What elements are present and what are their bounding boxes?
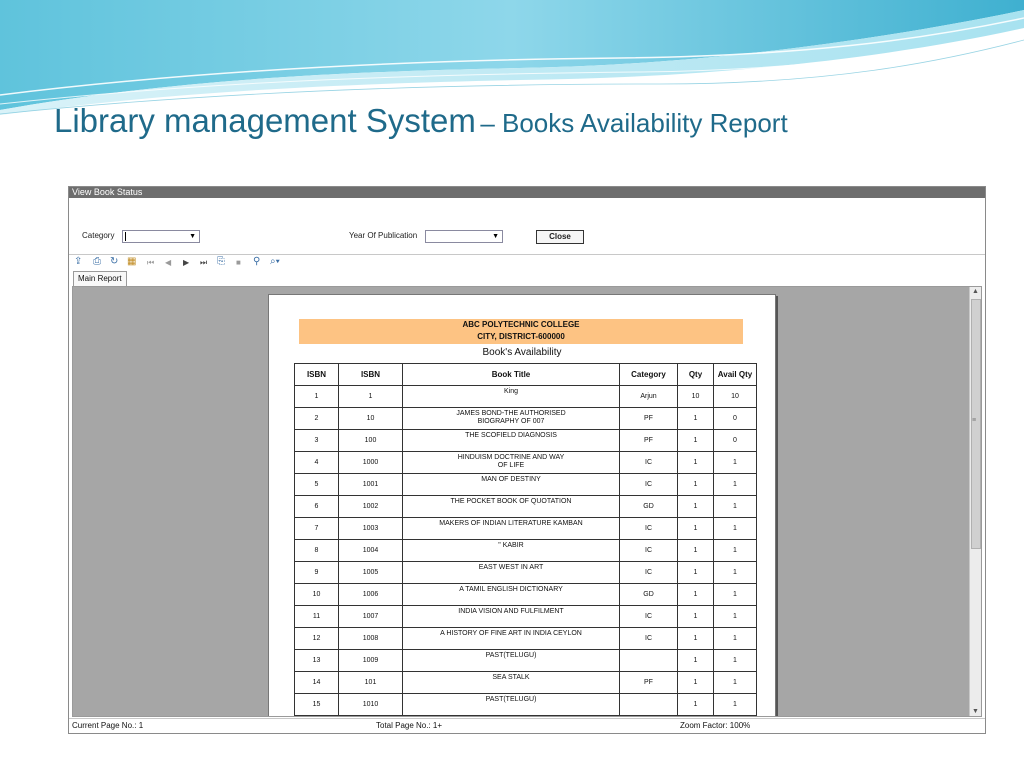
avail-qty-cell: 0 bbox=[714, 430, 757, 452]
isbn-cell bbox=[339, 716, 403, 718]
avail-qty-cell bbox=[714, 716, 757, 718]
report-page bbox=[268, 294, 776, 717]
find-icon[interactable]: ⚲ bbox=[253, 256, 261, 267]
book-title-cell bbox=[403, 584, 620, 606]
avail-qty-cell: 1 bbox=[714, 628, 757, 650]
table-row bbox=[295, 584, 757, 606]
chevron-down-icon: ▼ bbox=[492, 233, 499, 240]
book-title-line: MAKERS OF INDIAN LITERATURE KAMBAN bbox=[439, 520, 583, 527]
row-number-cell: 8 bbox=[295, 540, 339, 562]
category-cell: IC bbox=[620, 628, 678, 650]
book-title-line: A TAMIL ENGLISH DICTIONARY bbox=[459, 586, 563, 593]
table-row bbox=[295, 650, 757, 672]
vertical-scrollbar[interactable] bbox=[969, 287, 981, 716]
export-icon[interactable]: ⇪ bbox=[74, 256, 83, 267]
report-toolbar bbox=[69, 255, 985, 269]
qty-cell: 1 bbox=[678, 452, 714, 474]
table-row bbox=[295, 496, 757, 518]
qty-cell: 1 bbox=[678, 562, 714, 584]
table-row bbox=[295, 408, 757, 430]
slide-title-main: Library management System bbox=[54, 102, 476, 139]
previous-page-icon[interactable]: ◀ bbox=[165, 258, 172, 267]
report-header-band bbox=[299, 319, 743, 344]
book-title-line: OF LIFE bbox=[497, 462, 525, 469]
row-number-cell: 12 bbox=[295, 628, 339, 650]
book-title-cell bbox=[403, 694, 620, 716]
row-number-cell: 4 bbox=[295, 452, 339, 474]
book-title-cell bbox=[403, 606, 620, 628]
row-number-cell: 11 bbox=[295, 606, 339, 628]
book-title-line: JAMES BOND-THE AUTHORISED bbox=[456, 410, 566, 417]
row-number-cell: 6 bbox=[295, 496, 339, 518]
book-title-line: A HISTORY OF FINE ART IN INDIA CEYLON bbox=[440, 630, 582, 637]
book-title-cell bbox=[403, 540, 620, 562]
isbn-cell: 1004 bbox=[339, 540, 403, 562]
book-title-cell bbox=[403, 452, 620, 474]
row-number-cell: 13 bbox=[295, 650, 339, 672]
table-row bbox=[295, 606, 757, 628]
row-number-cell: 9 bbox=[295, 562, 339, 584]
text-cursor bbox=[125, 232, 126, 241]
qty-cell: 1 bbox=[678, 408, 714, 430]
avail-qty-cell: 1 bbox=[714, 650, 757, 672]
row-number-cell: 5 bbox=[295, 474, 339, 496]
isbn-cell: 101 bbox=[339, 672, 403, 694]
category-label: Category bbox=[82, 231, 115, 240]
row-number-cell: 3 bbox=[295, 430, 339, 452]
qty-cell: 1 bbox=[678, 584, 714, 606]
row-number-cell: 10 bbox=[295, 584, 339, 606]
book-title-line: EAST WEST IN ART bbox=[478, 564, 544, 571]
report-subtitle: Book's Availability bbox=[482, 347, 562, 358]
college-address: CITY, DISTRICT-600000 bbox=[477, 332, 565, 341]
qty-cell: 1 bbox=[678, 496, 714, 518]
isbn-cell: 1006 bbox=[339, 584, 403, 606]
qty-cell: 10 bbox=[678, 386, 714, 408]
slide-title bbox=[54, 102, 788, 140]
group-tree-icon[interactable]: ▦ bbox=[127, 256, 137, 267]
qty-cell: 1 bbox=[678, 606, 714, 628]
book-title-cell bbox=[403, 474, 620, 496]
current-page-status: Current Page No.: 1 bbox=[72, 721, 144, 730]
category-cell: GD bbox=[620, 496, 678, 518]
column-header: ISBN bbox=[339, 364, 403, 386]
isbn-cell: 10 bbox=[339, 408, 403, 430]
category-cell: IC bbox=[620, 562, 678, 584]
table-row bbox=[295, 518, 757, 540]
row-number-cell bbox=[295, 716, 339, 718]
row-number-cell: 1 bbox=[295, 386, 339, 408]
qty-cell: 1 bbox=[678, 474, 714, 496]
table-row bbox=[295, 540, 757, 562]
category-cell: IC bbox=[620, 452, 678, 474]
qty-cell bbox=[678, 716, 714, 718]
avail-qty-cell: 0 bbox=[714, 408, 757, 430]
column-header: ISBN bbox=[295, 364, 339, 386]
row-number-cell: 7 bbox=[295, 518, 339, 540]
table-row bbox=[295, 562, 757, 584]
book-title-cell bbox=[403, 518, 620, 540]
category-cell: IC bbox=[620, 518, 678, 540]
avail-qty-cell: 1 bbox=[714, 452, 757, 474]
book-title-line: THE POCKET BOOK OF QUOTATION bbox=[450, 498, 572, 505]
book-title-line: THE SCOFIELD DIAGNOSIS bbox=[465, 432, 557, 439]
avail-qty-cell: 10 bbox=[714, 386, 757, 408]
category-cell: PF bbox=[620, 672, 678, 694]
isbn-cell: 1010 bbox=[339, 694, 403, 716]
qty-cell: 1 bbox=[678, 672, 714, 694]
table-row bbox=[295, 452, 757, 474]
zoom-icon[interactable]: ⌕▾ bbox=[270, 256, 280, 267]
qty-cell: 1 bbox=[678, 518, 714, 540]
table-row bbox=[295, 386, 757, 408]
report-viewer bbox=[72, 286, 982, 717]
tab-main-report[interactable]: Main Report bbox=[73, 271, 127, 286]
book-title-cell bbox=[403, 408, 620, 430]
go-to-page-icon[interactable]: ⎘ bbox=[217, 256, 225, 267]
qty-cell: 1 bbox=[678, 650, 714, 672]
college-name: ABC POLYTECHNIC COLLEGE bbox=[462, 320, 580, 329]
book-title-cell bbox=[403, 628, 620, 650]
first-page-icon[interactable]: ⏮ bbox=[147, 258, 155, 267]
book-title-line: King bbox=[503, 388, 518, 395]
book-title-line: SEA STALK bbox=[492, 674, 530, 681]
book-title-line: INDIA VISION AND FULFILMENT bbox=[458, 608, 564, 615]
book-title-line: BIOGRAPHY OF 007 bbox=[477, 418, 545, 425]
next-page-icon[interactable]: ▶ bbox=[183, 258, 190, 267]
book-title-line: MAN OF DESTINY bbox=[481, 476, 541, 483]
isbn-cell: 1005 bbox=[339, 562, 403, 584]
category-cell: GD bbox=[620, 584, 678, 606]
isbn-cell: 1000 bbox=[339, 452, 403, 474]
refresh-icon[interactable]: ↻ bbox=[110, 256, 119, 267]
book-title-cell bbox=[403, 716, 620, 718]
category-cell: PF bbox=[620, 430, 678, 452]
isbn-cell: 1007 bbox=[339, 606, 403, 628]
avail-qty-cell: 1 bbox=[714, 540, 757, 562]
category-cell: Arjun bbox=[620, 386, 678, 408]
scrollbar-thumb[interactable] bbox=[971, 299, 981, 549]
book-title-cell bbox=[403, 562, 620, 584]
category-cell: IC bbox=[620, 474, 678, 496]
last-page-icon[interactable]: ⏭ bbox=[200, 258, 208, 267]
year-label: Year Of Publication bbox=[349, 231, 418, 240]
avail-qty-cell: 1 bbox=[714, 606, 757, 628]
book-title-line: PAST(TELUGU) bbox=[485, 696, 537, 703]
category-cell: IC bbox=[620, 540, 678, 562]
book-title-cell bbox=[403, 496, 620, 518]
window-title: View Book Status bbox=[69, 187, 985, 198]
column-header: Book Title bbox=[403, 364, 620, 386]
books-table bbox=[294, 363, 757, 717]
table-row bbox=[295, 716, 757, 718]
column-header: Category bbox=[620, 364, 678, 386]
close-button[interactable]: Close bbox=[536, 230, 584, 244]
zoom-status: Zoom Factor: 100% bbox=[680, 721, 751, 730]
column-header: Qty bbox=[678, 364, 714, 386]
avail-qty-cell: 1 bbox=[714, 672, 757, 694]
category-cell bbox=[620, 650, 678, 672]
qty-cell: 1 bbox=[678, 540, 714, 562]
qty-cell: 1 bbox=[678, 430, 714, 452]
book-title-line: " KABIR bbox=[498, 542, 524, 549]
print-icon[interactable]: ⎙ bbox=[93, 256, 101, 267]
table-row bbox=[295, 474, 757, 496]
book-title-cell bbox=[403, 672, 620, 694]
avail-qty-cell: 1 bbox=[714, 518, 757, 540]
row-number-cell: 2 bbox=[295, 408, 339, 430]
isbn-cell: 1003 bbox=[339, 518, 403, 540]
category-cell: PF bbox=[620, 408, 678, 430]
table-header-row bbox=[295, 364, 757, 386]
table-row bbox=[295, 694, 757, 716]
column-header: Avail Qty bbox=[714, 364, 757, 386]
year-dropdown[interactable] bbox=[425, 230, 503, 243]
isbn-cell: 100 bbox=[339, 430, 403, 452]
category-cell bbox=[620, 694, 678, 716]
category-cell bbox=[620, 716, 678, 718]
book-title-line: HINDUISM DOCTRINE AND WAY bbox=[457, 454, 565, 461]
total-pages-status: Total Page No.: 1+ bbox=[376, 721, 443, 730]
category-dropdown[interactable] bbox=[122, 230, 200, 243]
table-row bbox=[295, 672, 757, 694]
scroll-up-icon[interactable]: ▲ bbox=[972, 288, 979, 295]
table-row bbox=[295, 628, 757, 650]
stop-icon[interactable]: ■ bbox=[236, 258, 241, 267]
avail-qty-cell: 1 bbox=[714, 474, 757, 496]
view-book-status-window bbox=[68, 186, 986, 734]
book-title-cell bbox=[403, 430, 620, 452]
book-title-cell bbox=[403, 386, 620, 408]
scroll-grip-icon: ≡ bbox=[972, 417, 977, 424]
category-cell: IC bbox=[620, 606, 678, 628]
avail-qty-cell: 1 bbox=[714, 584, 757, 606]
scroll-down-icon[interactable]: ▼ bbox=[972, 708, 979, 715]
isbn-cell: 1001 bbox=[339, 474, 403, 496]
qty-cell: 1 bbox=[678, 694, 714, 716]
chevron-down-icon: ▼ bbox=[189, 233, 196, 240]
avail-qty-cell: 1 bbox=[714, 694, 757, 716]
isbn-cell: 1008 bbox=[339, 628, 403, 650]
status-bar bbox=[69, 718, 985, 733]
row-number-cell: 14 bbox=[295, 672, 339, 694]
book-title-line: PAST(TELUGU) bbox=[485, 652, 537, 659]
isbn-cell: 1009 bbox=[339, 650, 403, 672]
avail-qty-cell: 1 bbox=[714, 562, 757, 584]
book-title-cell bbox=[403, 650, 620, 672]
row-number-cell: 15 bbox=[295, 694, 339, 716]
filter-panel bbox=[69, 198, 985, 255]
isbn-cell: 1002 bbox=[339, 496, 403, 518]
table-body bbox=[295, 386, 757, 718]
qty-cell: 1 bbox=[678, 628, 714, 650]
slide-title-sub: – Books Availability Report bbox=[480, 108, 788, 138]
avail-qty-cell: 1 bbox=[714, 496, 757, 518]
table-row bbox=[295, 430, 757, 452]
isbn-cell: 1 bbox=[339, 386, 403, 408]
